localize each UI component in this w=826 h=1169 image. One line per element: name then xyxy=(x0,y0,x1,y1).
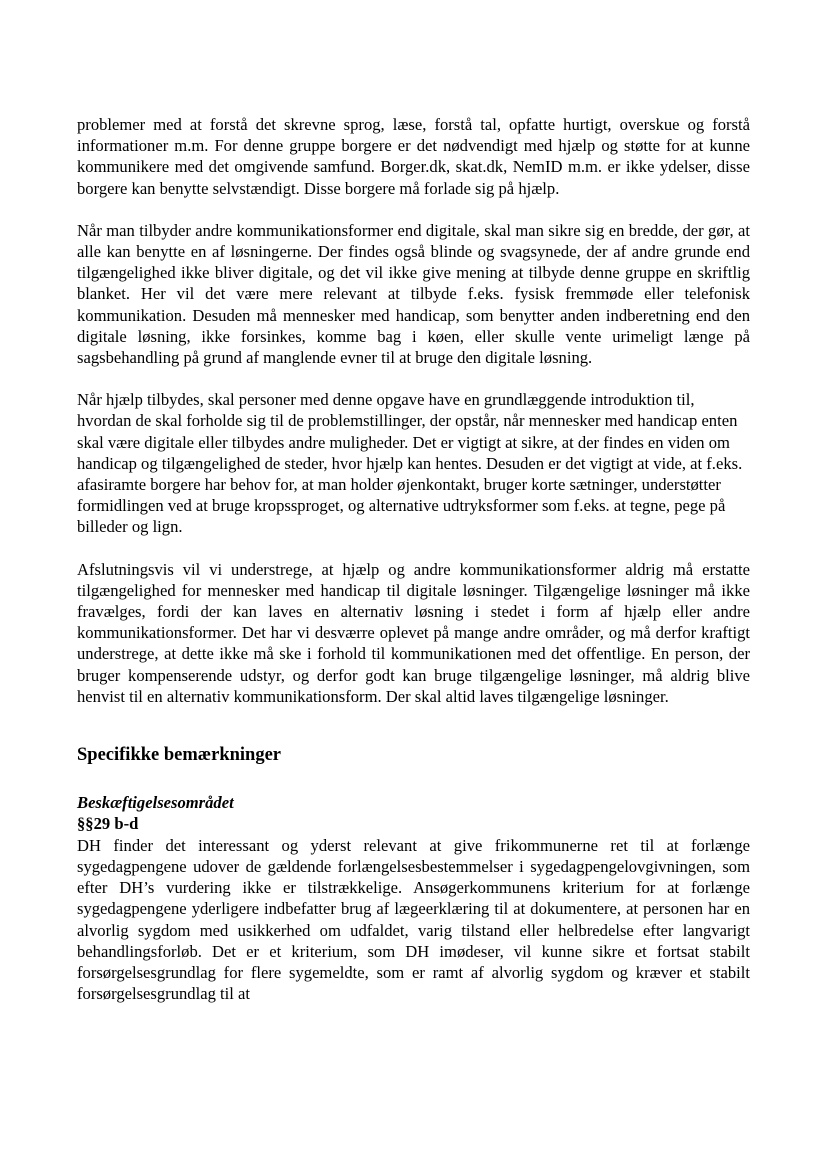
section-reference: §§29 b-d xyxy=(77,814,139,834)
paragraph-3: Når hjælp tilbydes, skal personer med denne opgave have en grundlæggende introduktion til, hvordan de skal forholde sig til de problemstillinger, der opstår, når mennesker med handicap enten skal være digitale eller tilbydes andre muligheder. Det er vigtigt at sikre, at der findes en viden om handicap og tilgængelighed de steder, hvor hjælp kan hentes. Desuden er det vigtigt at vide, at f.eks. afasiramte borgere har behov for, at man holder øjenkontakt, bruger korte sætninger, understøtter formidlingen ved at bruge kropssproget, og alternative udtryksformer som f.eks. at tegne, pege på billeder og lign. xyxy=(77,390,743,537)
paragraph-2: Når man tilbyder andre kommunikationsformer end digitale, skal man sikre sig en bredde, der gør, at alle kan benytte en af løsningerne. Der findes også blinde og svagsynede, der af andre grunde end tilgængelighed ikke bliver digitale, og det vil ikke give mening at tilbyde denne gruppe en skriftlig blanket. Her vil det være mere relevant at tilbyde f.eks. fysisk fremmøde eller telefonisk kommunikation. Desuden må mennesker med handicap, som benytter anden indberetning end den digitale løsning, ikke forsinkes, komme bag i køen, eller skulle vente urimeligt længe på sagsbehandling på grund af manglende evner til at bruge den digitale løsning. xyxy=(77,220,750,368)
paragraph-5: DH finder det interessant og yderst relevant at give frikommunerne ret til at forlænge sygedagpengene udover de gældende forlængelsesbestemmelser i sygedagpengelovgivningen, som efter DH’s vurdering ikke er tilstrækkelige. Ansøgerkommunens kriterium for at forlænge sygedagpengene yderligere indbefatter brug af lægeerklæring til at dokumentere, at personen har en alvorlig sygdom med usikkerhed om udfaldet, varig tilstand eller helbredelse efter langvarigt behandlingsforløb. Det er et kriterium, som DH imødeser, vil kunne sikre et fortsat stabilt forsørgelsesgrundlag for flere sygemeldte, som er ramt af alvorlig sygdom og kræver et stabilt forsørgelsesgrundlag til at xyxy=(77,835,750,1004)
section-heading: Specifikke bemærkninger xyxy=(77,745,282,766)
paragraph-1: problemer med at forstå det skrevne sprog, læse, forstå tal, opfatte hurtigt, overskue og forstå informationer m.m. For denne gruppe borgere er det nødvendigt med hjælp og støtte for at kunne kommunikere med det omgivende samfund. Borger.dk, skat.dk, NemID m.m. er ikke ydelser, disse borgere kan benytte selvstændigt. Disse borgere må forlade sig på hjælp. xyxy=(77,115,750,198)
document-page xyxy=(77,114,750,1025)
subsection-heading: Beskæftigelsesområdet xyxy=(77,793,234,813)
paragraph-4: Afslutningsvis vil vi understrege, at hjælp og andre kommunikationsformer aldrig må erstatte tilgængelighed for mennesker med handicap til digitale løsninger. Tilgængelige løsninger må ikke fravælges, fordi der kan laves en alternativ løsning i stedet i form af hjælp eller andre kommunikationsformer. Det har vi desværre oplevet på mange andre områder, og må derfor kraftigt understrege, at dette ikke må ske i forhold til kommunikationen med det offentlige. En person, der bruger kompenserende udstyr, og derfor godt kan bruge tilgængelige løsninger, må aldrig blive henvist til en alternativ kommunikationsform. Der skal altid laves tilgængelige løsninger. xyxy=(77,559,750,706)
